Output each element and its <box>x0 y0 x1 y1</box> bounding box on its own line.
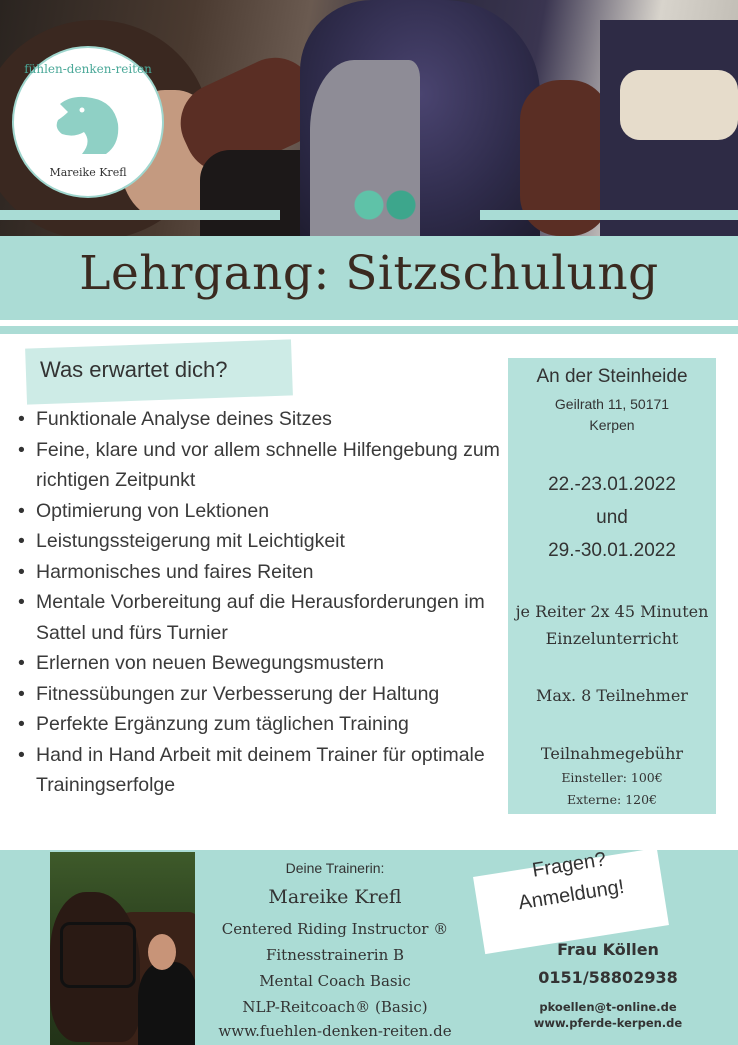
list-item: • Harmonisches und faires Reiten <box>18 557 508 588</box>
fee-label: Teilnahmegebühr <box>540 744 684 763</box>
list-item: • Fitnessübungen zur Verbesserung der Haltung <box>18 679 508 710</box>
contact-email[interactable]: pkoellen@t-online.de <box>539 1000 677 1014</box>
accent-bar-right <box>480 210 738 220</box>
list-item: • Leistungssteigerung mit Leichtigkeit <box>18 526 508 557</box>
trainer-qualification: Fitnesstrainerin B <box>265 946 405 964</box>
date-1: 22.-23.01.2022 <box>548 474 676 495</box>
riders-line-2: Einzelunterricht <box>545 629 679 648</box>
contact-website[interactable]: www.pferde-kerpen.de <box>533 1016 683 1030</box>
horse-head-icon <box>52 94 124 156</box>
questions-line-1: Fragen? <box>530 848 608 882</box>
list-item: • Perfekte Ergänzung zum täglichen Training <box>18 709 508 740</box>
trainer-website[interactable]: www.fuehlen-denken-reiten.de <box>218 1022 452 1040</box>
trainer-qualification: Centered Riding Instructor ® <box>221 920 449 938</box>
riders-line-1: je Reiter 2x 45 Minuten <box>515 602 709 621</box>
trainer-qualification: Mental Coach Basic <box>259 972 411 990</box>
questions-line-2: Anmeldung! <box>516 875 626 915</box>
address-line-2: Kerpen <box>589 417 635 433</box>
contact-phone[interactable]: 0151/58802938 <box>538 968 678 987</box>
logo-bottom-text: Mareike Krefl <box>49 166 127 179</box>
contact-name: Frau Köllen <box>557 940 659 959</box>
list-item: • Funktionale Analyse deines Sitzes <box>18 404 508 435</box>
venue-name: An der Steinheide <box>536 366 688 387</box>
trainer-photo <box>50 852 195 1045</box>
trainer-name: Mareike Krefl <box>268 886 402 908</box>
list-item: • Feine, klare und vor allem schnelle Hilfengebung zum richtigen Zeitpunkt <box>18 435 508 496</box>
title-divider <box>0 326 738 334</box>
date-2: 29.-30.01.2022 <box>548 540 676 561</box>
list-item: • Hand in Hand Arbeit mit deinem Trainer für optimale Trainingserfolge <box>18 740 508 801</box>
expect-heading: Was erwartet dich? <box>40 357 228 382</box>
logo-top-text: fühlen-denken-reiten <box>24 62 152 76</box>
list-item: • Optimierung von Lektionen <box>18 496 508 527</box>
accent-bar-left <box>0 210 280 220</box>
list-item: • Erlernen von neuen Bewegungsmustern <box>18 648 508 679</box>
date-connector: und <box>596 507 628 528</box>
expect-list <box>18 404 508 801</box>
max-participants: Max. 8 Teilnehmer <box>536 686 688 705</box>
event-info-box <box>508 358 716 814</box>
address-line-1: Geilrath 11, 50171 <box>554 396 670 412</box>
brand-logo <box>12 46 164 198</box>
trainer-qualification: NLP-Reitcoach® (Basic) <box>242 998 428 1016</box>
fee-boarders: Einsteller: 100€ <box>561 770 663 785</box>
page-title: Lehrgang: Sitzschulung <box>79 246 659 301</box>
fee-external: Externe: 120€ <box>566 792 657 807</box>
list-item: • Mentale Vorbereitung auf die Herausforderungen im Sattel und fürs Turnier <box>18 587 508 648</box>
trainer-label: Deine Trainerin: <box>285 860 385 876</box>
